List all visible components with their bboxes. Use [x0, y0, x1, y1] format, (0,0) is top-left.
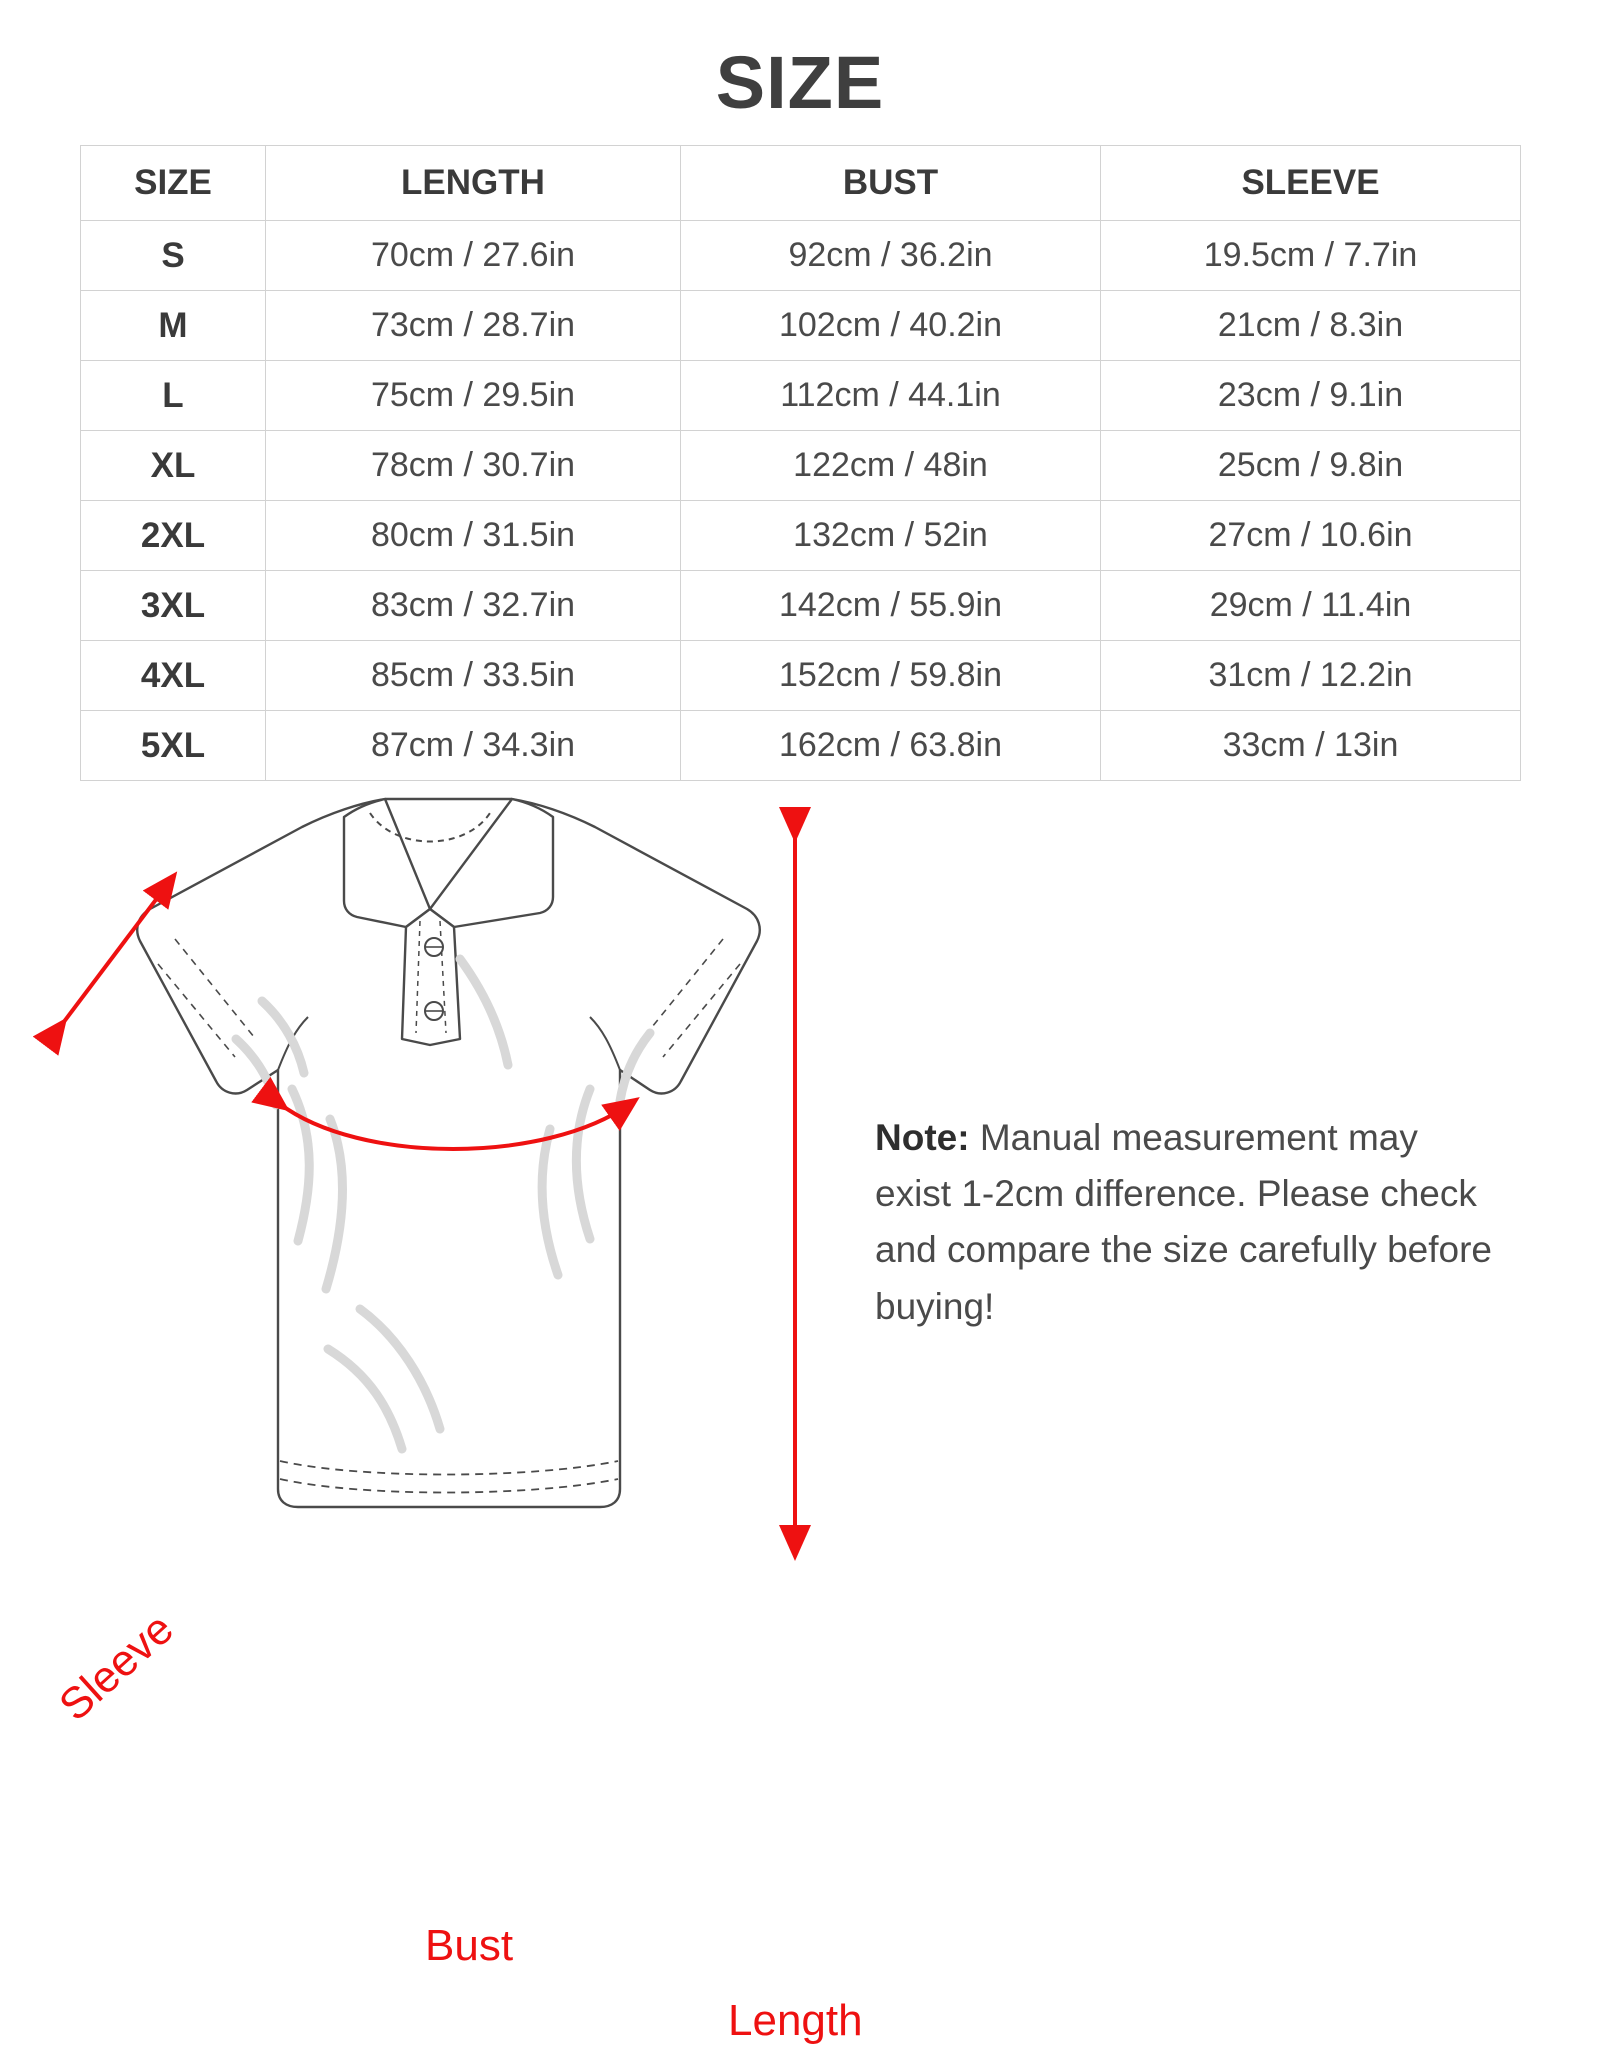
- cell-size: 3XL: [81, 571, 266, 641]
- table-row: [81, 431, 1521, 501]
- table-row: [81, 641, 1521, 711]
- page-title: SIZE: [715, 41, 885, 124]
- cell-length: 85cm / 33.5in: [266, 641, 681, 711]
- length-measurement-label: Length: [728, 1996, 863, 2045]
- table-row: [81, 361, 1521, 431]
- cell-sleeve: 25cm / 9.8in: [1101, 431, 1521, 501]
- cell-length: 80cm / 31.5in: [266, 501, 681, 571]
- cell-sleeve: 19.5cm / 7.7in: [1101, 221, 1521, 291]
- cell-bust: 112cm / 44.1in: [681, 361, 1101, 431]
- cell-size: L: [81, 361, 266, 431]
- cell-bust: 132cm / 52in: [681, 501, 1101, 571]
- cell-length: 75cm / 29.5in: [266, 361, 681, 431]
- cell-length: 83cm / 32.7in: [266, 571, 681, 641]
- column-header-sleeve: SLEEVE: [1101, 146, 1521, 221]
- bust-measurement-label: Bust: [425, 1921, 514, 1970]
- cell-size: 2XL: [81, 501, 266, 571]
- cell-size: 5XL: [81, 711, 266, 781]
- cell-length: 73cm / 28.7in: [266, 291, 681, 361]
- size-table-container: [80, 145, 1520, 781]
- cell-bust: 152cm / 59.8in: [681, 641, 1101, 711]
- cell-size: M: [81, 291, 266, 361]
- cell-sleeve: 29cm / 11.4in: [1101, 571, 1521, 641]
- cell-sleeve: 23cm / 9.1in: [1101, 361, 1521, 431]
- column-header-size: SIZE: [81, 146, 266, 221]
- cell-bust: 162cm / 63.8in: [681, 711, 1101, 781]
- table-row: [81, 571, 1521, 641]
- cell-sleeve: 21cm / 8.3in: [1101, 291, 1521, 361]
- column-header-bust: BUST: [681, 146, 1101, 221]
- cell-size: XL: [81, 431, 266, 501]
- table-row: [81, 711, 1521, 781]
- column-header-length: LENGTH: [266, 146, 681, 221]
- cell-sleeve: 31cm / 12.2in: [1101, 641, 1521, 711]
- polo-shirt-illustration: [30, 789, 830, 1569]
- sleeve-measurement-label: Sleeve: [50, 1603, 183, 1731]
- table-row: [81, 221, 1521, 291]
- note-label: Note:: [875, 1117, 970, 1158]
- cell-size: 4XL: [81, 641, 266, 711]
- cell-bust: 92cm / 36.2in: [681, 221, 1101, 291]
- cell-sleeve: 33cm / 13in: [1101, 711, 1521, 781]
- table-row: [81, 291, 1521, 361]
- note-text: Manual measurement may exist 1-2cm difference. Please check and compare the size carefully before buying!: [875, 1117, 1493, 1327]
- cell-sleeve: 27cm / 10.6in: [1101, 501, 1521, 571]
- cell-size: S: [81, 221, 266, 291]
- note-block: [875, 1110, 1500, 1335]
- table-row: [81, 501, 1521, 571]
- cell-bust: 102cm / 40.2in: [681, 291, 1101, 361]
- table-header-row: [81, 146, 1521, 221]
- cell-length: 70cm / 27.6in: [266, 221, 681, 291]
- cell-bust: 122cm / 48in: [681, 431, 1101, 501]
- size-chart-table: [80, 145, 1521, 781]
- cell-length: 87cm / 34.3in: [266, 711, 681, 781]
- cell-bust: 142cm / 55.9in: [681, 571, 1101, 641]
- cell-length: 78cm / 30.7in: [266, 431, 681, 501]
